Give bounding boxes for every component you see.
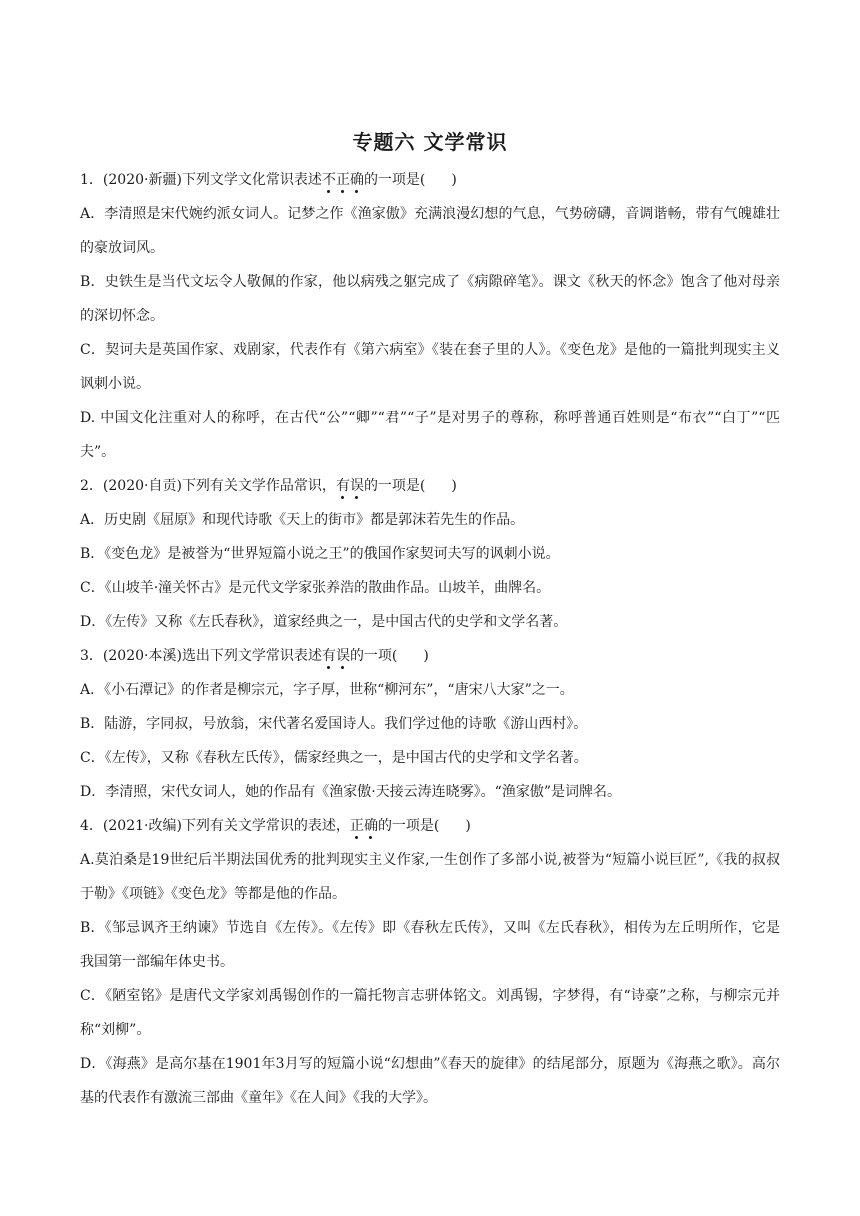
emphasis-char: 确 [349,172,364,188]
option-c: C．《山坡羊·潼关怀古》是元代文学家张养浩的散曲作品。山坡羊，曲牌名。 [80,580,551,596]
option-c: C．《左传》，又称《春秋左氏传》，儒家经典之一，是中国古代的史学和文学名著。 [80,750,588,766]
page-title: 专题六 文学常识 [352,130,508,154]
question-number: 3． [80,648,103,664]
option-d: D．《左传》又称《左氏春秋》，道家经典之一，是中国古代的史学和文学名著。 [80,614,568,630]
question-source: (2021·改编) [102,818,182,834]
question-source: (2020·新疆) [102,172,182,188]
emphasis-char: 确 [363,818,378,834]
question-source: (2020·自贡) [102,478,182,494]
option-b: B．《邹忌讽齐王纳谏》节选自《左传》。《左传》即《春秋左氏传》，又叫《左氏春秋》，相传为左丘明所作，它是我国第一部编年体史书。 [80,920,780,970]
question-2 [80,469,780,639]
question-stem [80,163,780,197]
option-d: D．《海燕》是高尔基在1901年3月写的短篇小说“幻想曲”《春天的旋律》的结尾部分，原题为《海燕之歌》。高尔基的代表作有激流三部曲《童年》《在人间》《我的大学》。 [80,1056,780,1106]
question-stem [80,469,780,503]
emphasis-char: 有 [321,648,336,664]
option-a: A．《小石潭记》的作者是柳宗元，字子厚，世称“柳河东”，“唐宋八大家”之一。 [80,682,574,698]
question-source: (2020·本溪) [102,648,182,664]
option-b: B．《变色龙》是被誉为“世界短篇小说之王”的俄国作家契诃夫写的讽刺小说。 [80,546,560,562]
stem-text: 的一项是( [377,818,440,834]
option-d: D. 中国文化注重对人的称呼，在古代“公”“卿”“君”“子”是对男子的尊称，称呼普通百姓则是“布衣”“白丁”“匹夫”。 [80,410,780,460]
option-c: C．契诃夫是英国作家、戏剧家，代表作有《第六病室》《装在套子里的人》。《变色龙》是他的一篇批判现实主义讽刺小说。 [80,342,780,392]
question-4 [80,809,780,1115]
stem-text: 下列有关文学作品常识， [181,478,336,494]
paren-close: ) [465,818,471,834]
paren-close: ) [451,478,457,494]
option-b: B．陆游，字同叔，号放翁，宋代著名爱国诗人。我们学过他的诗歌《游山西村》。 [80,716,588,732]
question-stem [80,809,780,843]
paren-close: ) [451,172,457,188]
question-number: 2． [80,478,103,494]
stem-text: 的一项是( [363,172,426,188]
option-a: A．李清照是宋代婉约派女词人。记梦之作《渔家傲》充满浪漫幻想的气息，气势磅礴，音调谐畅，带有气魄雄壮的豪放词风。 [80,206,780,256]
stem-text: 下列有关文学常识的表述， [181,818,350,834]
question-3 [80,639,780,809]
option-d: D．李清照，宋代女词人，她的作品有《渔家傲·天接云涛连晓雾》。“渔家傲”是词牌名。 [80,784,621,800]
emphasis-char: 不 [321,172,336,188]
stem-text: 的一项是( [363,478,426,494]
option-b: B．史铁生是当代文坛令人敬佩的作家，他以病残之躯完成了《病隙碎笔》。课文《秋天的怀念》饱含了他对母亲的深切怀念。 [80,274,780,324]
emphasis-char: 误 [335,648,350,664]
emphasis-char: 有 [335,478,350,494]
stem-text: 的一项( [349,648,398,664]
option-c: C．《陋室铭》是唐代文学家刘禹锡创作的一篇托物言志骈体铭文。刘禹锡，字梦得，有“诗豪”之称，与柳宗元并称“刘柳”。 [80,988,780,1038]
question-number: 1． [80,172,103,188]
question-stem [80,639,780,673]
stem-text: 选出下列文学常识表述 [181,648,322,664]
question-number: 4． [80,818,103,834]
emphasis-char: 误 [349,478,364,494]
option-a: A．历史剧《屈原》和现代诗歌《天上的街市》都是郭沫若先生的作品。 [80,512,525,528]
paren-close: ) [423,648,429,664]
option-a: A.莫泊桑是19世纪后半期法国优秀的批判现实主义作家,一生创作了多部小说,被誉为“短篇小说巨匠”,《我的叔叔于勒》《项链》《变色龙》等都是他的作品。 [80,852,780,902]
question-1 [80,163,780,469]
emphasis-char: 正 [349,818,364,834]
question-list [80,163,780,1115]
stem-text: 下列文学文化常识表述 [181,172,322,188]
emphasis-char: 正 [335,172,350,188]
